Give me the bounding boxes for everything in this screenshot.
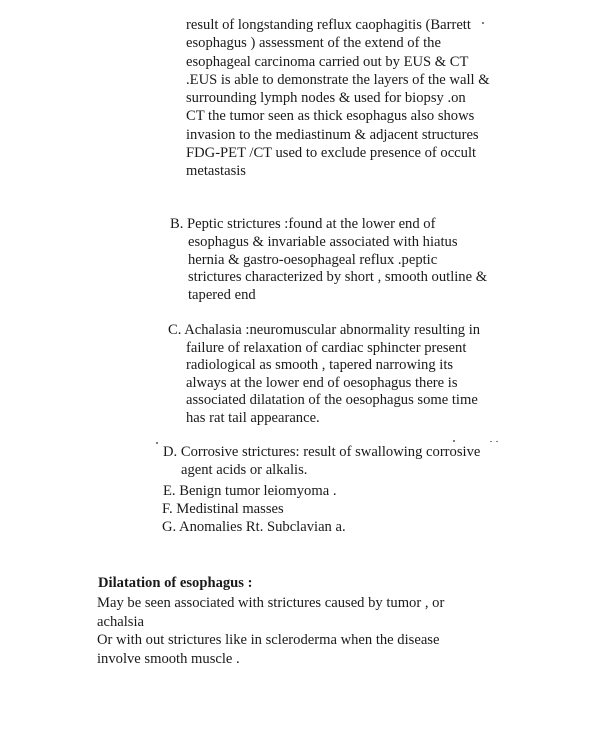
dilatation-paragraph [97, 594, 444, 668]
text-line: result of longstanding reflux caophagitis (Barrett [186, 17, 471, 33]
text-line: FDG-PET /CT used to exclude presence of occult [186, 145, 477, 162]
text-line: invasion to the mediastinum & adjacent structures [186, 126, 479, 143]
section-heading-dilatation: Dilatation of esophagus : [98, 575, 253, 591]
text-line: E. Benign tumor leiomyoma . [163, 483, 337, 499]
list-item-achalasia [168, 322, 480, 428]
text-line: agent acids or alkalis. [181, 461, 308, 478]
text-line: .EUS is able to demonstrate the layers of the wall & [186, 71, 490, 88]
text-line: surrounding lymph nodes & used for biopsy .on [186, 90, 466, 107]
text-line: involve smooth muscle . [97, 650, 240, 667]
text-line: has rat tail appearance. [186, 409, 320, 426]
text-line: C. Achalasia :neuromuscular abnormality resulting in [168, 322, 481, 338]
scan-speck [453, 440, 455, 442]
text-line: radiological as smooth , tapered narrowing its [186, 357, 454, 374]
scan-speck [482, 22, 484, 24]
scan-speck [156, 442, 158, 444]
text-line: strictures characterized by short , smooth outline & [188, 269, 488, 286]
list-item-anomalies [162, 518, 346, 536]
text-line: failure of relaxation of cardiac sphincter present [186, 339, 467, 356]
text-line: esophagus & invariable associated with hiatus [188, 233, 458, 250]
text-line: Or with out strictures like in scleroderma when the disease [97, 632, 440, 648]
text-line: May be seen associated with strictures caused by tumor , or [97, 595, 445, 611]
text-line: metastasis [186, 163, 246, 180]
text-line: CT the tumor seen as thick esophagus also shows [186, 108, 475, 125]
list-item-peptic-strictures [170, 216, 487, 305]
list-item-mediastinal-masses [162, 500, 284, 518]
text-line: tapered end [188, 287, 256, 304]
text-line: achalsia [97, 613, 144, 630]
scan-speck [496, 441, 498, 442]
list-item-corrosive-strictures [163, 444, 480, 480]
text-line: D. Corrosive strictures: result of swallowing corrosive [163, 444, 481, 460]
text-line: esophageal carcinoma carried out by EUS & CT [186, 53, 469, 70]
list-item-benign-tumor [163, 482, 336, 500]
text-line: B. Peptic strictures :found at the lower end of [170, 216, 436, 232]
scan-speck [490, 441, 492, 442]
text-line: hernia & gastro-oesophageal reflux .peptic [188, 251, 438, 268]
text-line: F. Medistinal masses [162, 501, 284, 517]
text-line: esophagus ) assessment of the extend of the [186, 35, 441, 52]
text-line: G. Anomalies Rt. Subclavian a. [162, 519, 346, 535]
intro-paragraph [186, 16, 490, 181]
text-line: associated dilatation of the oesophagus some time [186, 392, 478, 409]
text-line: always at the lower end of oesophagus there is [186, 374, 458, 391]
